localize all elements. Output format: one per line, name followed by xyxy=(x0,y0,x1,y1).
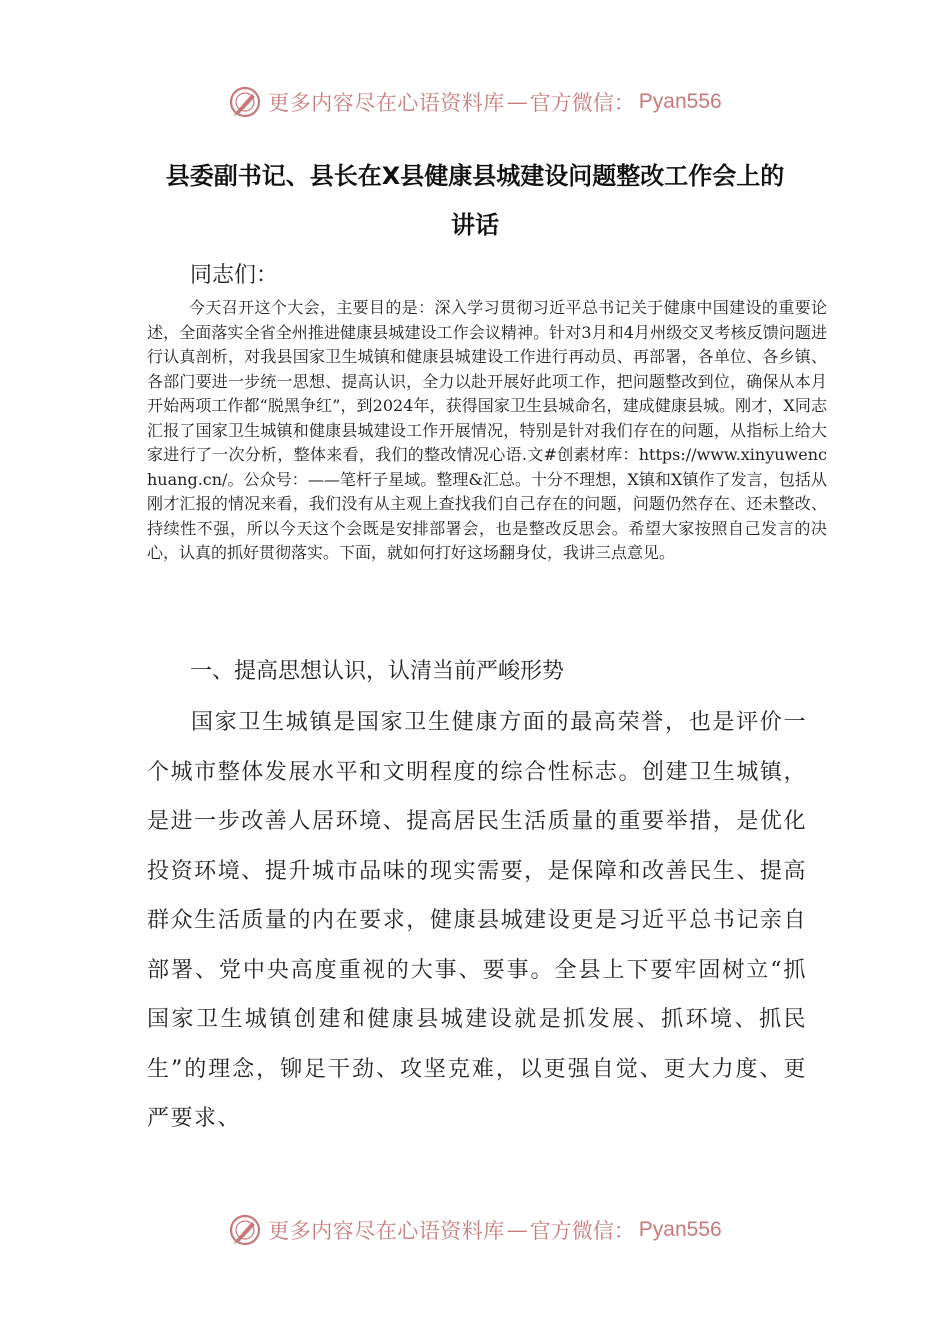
banner-separator: — xyxy=(506,90,528,114)
section-heading-1: 一、提高思想认识，认清当前严峻形势 xyxy=(190,659,565,684)
banner-wechat-id: Pyan556 xyxy=(638,1218,722,1241)
banner-wechat-label: 官方微信： xyxy=(529,91,635,115)
header-banner xyxy=(0,82,950,122)
intro-paragraph: 今天召开这个大会，主要目的是：深入学习贯彻习近平总书记关于健康中国建设的重要论述，全面落实全省全州推进健康县城建设工作会议精神。针对3月和4月州级交叉考核反馈问题进行认真剖析，对我县国家卫生城镇和健康县城建设工作进行再动员、再部署，各单位、各乡镇、各部门要进一步统一思想、提高认识，全力以赴开展好此项工作，把问题整改到位，确保从本月开始两项工作都“脱黑争红”，到2024年，获得国家卫生县城命名，建成健康县城。刚才，X同志汇报了国家卫生城镇和健康县城建设工作开展情况，特别是针对我们存在的问题，从指标上给大家进行了一次分析，整体来看，我们的整改情况心语.文#创素材库：https://www.xinyuwenchuang.cn/。公众号：——笔杆子星域。整理&汇总。十分不理想，X镇和X镇作了发言，包括从刚才汇报的情况来看，我们没有从主观上查找我们自己存在的问题，问题仍然存在、还未整改、持续性不强，所以今天这个会既是安排部署会，也是整改反思会。希望大家按照自己发言的决心，认真的抓好贯彻落实。下面，就如何打好这场翻身仗，我讲三点意见。 xyxy=(147,298,827,562)
document-title-line2: 讲话 xyxy=(451,211,499,239)
pen-logo-icon xyxy=(228,85,262,119)
body-paragraph-1: 国家卫生城镇是国家卫生健康方面的最高荣誉，也是评价一个城市整体发展水平和文明程度的综合性标志。创建卫生城镇，是进一步改善人居环境、提高居民生活质量的重要举措，是优化投资环境、提升城市品味的现实需要，是保障和改善民生、提高群众生活质量的内在要求，健康县城建设更是习近平总书记亲自部署、党中央高度重视的大事、要事。全县上下要牢固树立“抓国家卫生城镇创建和健康县城建设就是抓发展、抓环境、抓民生”的理念，铆足干劲、攻坚克难，以更强自觉、更大力度、更严要求、 xyxy=(147,710,807,1131)
document-title-line1: 县委副书记、县长在X县健康县城建设问题整改工作会上的 xyxy=(165,162,785,190)
footer-banner xyxy=(0,1210,950,1250)
banner-separator: — xyxy=(506,1218,528,1242)
banner-text: 更多内容尽在心语资料库 xyxy=(268,1219,505,1243)
banner-wechat-id: Pyan556 xyxy=(638,90,722,113)
salutation: 同志们： xyxy=(190,263,279,288)
pen-logo-icon xyxy=(228,1213,262,1247)
banner-wechat-label: 官方微信： xyxy=(529,1219,635,1243)
banner-text: 更多内容尽在心语资料库 xyxy=(268,91,505,115)
